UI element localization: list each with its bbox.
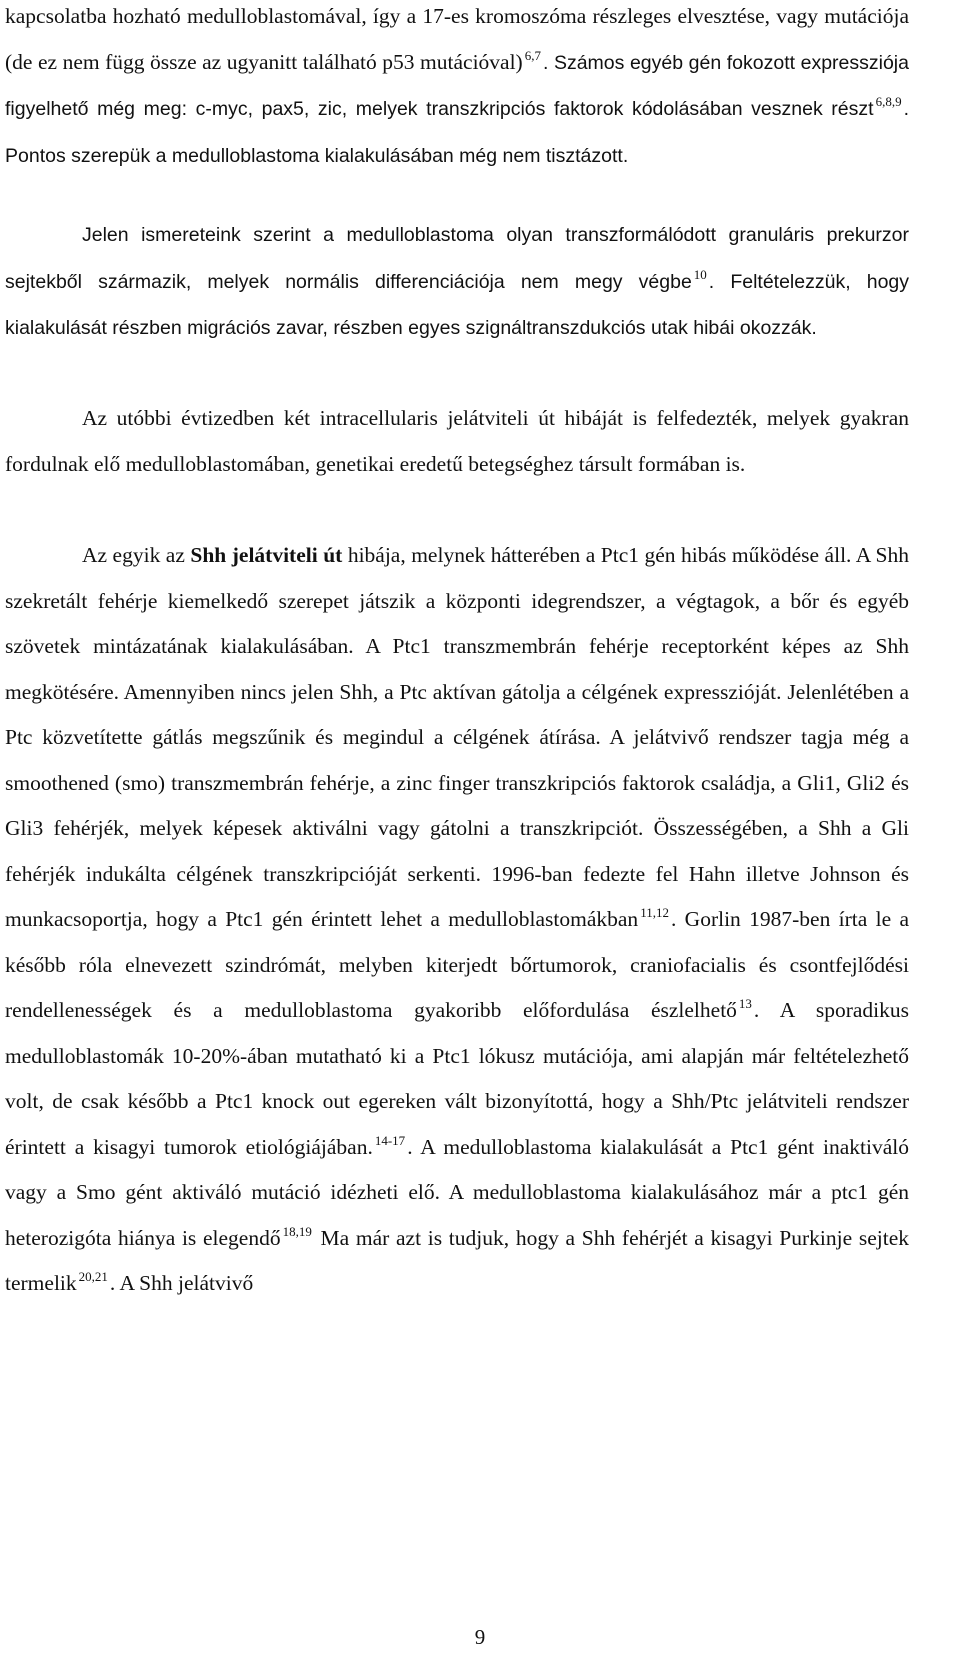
paragraph-3-text: Az utóbbi évtizedben két intracellularis jelátviteli út hibáját is felfedezték, melyek gyakran fordulnak elő medulloblastomában, genetikai eredetű betegséghez társult formában is.	[5, 406, 909, 476]
paragraph-1	[5, 0, 909, 179]
citation-ref: 13	[738, 996, 752, 1011]
citation-ref: 10	[693, 266, 707, 282]
paragraph-4-text-e: . A medulloblastoma kialakulását a Ptc1 gént inaktiváló vagy a Smo gént aktiváló mutáció idézheti elő. A medulloblastoma kialakulásához már a ptc1 gén heterozigóta hiánya is elegendő	[5, 1134, 909, 1250]
page-number: 9	[474, 1625, 486, 1649]
citation-ref: 6,7	[524, 47, 541, 63]
paragraph-4-text-d: . A sporadikus medulloblastomák 10-20%-ában mutatható ki a Ptc1 lókusz mutációja, ami alapján már feltételezhető volt, de csak később a Ptc1 knock out egereken vált bizonyítottá, hogy a Shh/Ptc jelátviteli rendszer érintett a kisagyi tumorok etiológiájában.	[5, 998, 909, 1159]
paragraph-2	[5, 212, 909, 352]
paragraph-4-text-b: hibája, melynek hátterében a Ptc1 gén hibás működése áll. A Shh szekretált fehérje kiemelkedő szerepet játszik a központi idegrendszer, a végtagok, a bőr és egyéb szövetek mintázatának kialakulásában. A Ptc1 transzmembrán fehérje receptorként képes az Shh megkötésére. Amennyiben nincs jelen Shh, a Ptc aktívan gátolja a célgének expresszióját. Jelenlétében a Ptc közvetítette gátlás megszűnik és megindul a célgének átírása. A jelátvivő rendszer tagja még a smoothened (smo) transzmembrán fehérje, a zinc finger transzkripciós faktorok családja, a Gli1, Gli2 és Gli3 fehérjék, melyek képesek aktiválni vagy gátolni a transzkripciót. Összességében, a Shh a Gli fehérjék indukálta célgének transzkripcióját serkenti. 1996-ban fedezte fel Hahn illetve Johnson és munkacsoportja, hogy a Ptc1 gén érintett lehet a medulloblastomákban	[5, 543, 910, 931]
paragraph-4	[5, 533, 909, 1307]
paragraph-4-text-c: . Gorlin 1987-ben írta le a később róla elnevezett szindrómát, melyben kiterjedt bőrtumorok, craniofacialis és csontfejlődési rendellenességek és a medulloblastoma gyakoribb előfordulása észlelhető	[5, 907, 909, 1022]
citation-ref: 11,12	[640, 905, 669, 920]
paragraph-1-text-c: . Pontos szerepük a medulloblastoma kialakulásában még nem tisztázott.	[5, 98, 909, 167]
citation-ref: 14-17	[374, 1132, 406, 1148]
highlighted-term: Shh jelátviteli út	[190, 543, 343, 567]
citation-ref: 20,21	[78, 1269, 108, 1284]
paragraph-1-text-b: . Számos egyéb gén fokozott expressziója figyelhető még meg: c-myc, pax5, zic, melyek transzkripciós faktorok kódolásában vesznek részt	[5, 51, 909, 121]
paragraph-1-text-a: kapcsolatba hozható medulloblastomával, így a 17-es kromoszóma részleges elvesztése, vagy mutációja (de ez nem függ össze az ugyanitt található p53 mutációval)	[5, 4, 909, 74]
citation-ref: 18,19	[282, 1223, 312, 1239]
paragraph-4-text-a: Az egyik az	[82, 543, 191, 567]
citation-ref: 6,8,9	[875, 94, 902, 110]
paragraph-4-text-g: . A Shh jelátvivő	[109, 1271, 254, 1295]
paragraph-3	[5, 396, 909, 487]
paragraph-2-text-a: Jelen ismereteink szerint a medulloblastoma olyan transzformálódott granuláris prekurzor sejtekből származik, melyek normális differenciációja nem megy végbe	[5, 224, 909, 293]
paragraph-4-text-f: Ma már azt is tudjuk, hogy a Shh fehérjét a kisagyi Purkinje sejtek termelik	[5, 1225, 909, 1295]
paragraph-2-text-b: . Feltételezzük, hogy kialakulását részben migrációs zavar, részben egyes szignáltranszdukciós utak hibái okozzák.	[5, 270, 910, 340]
